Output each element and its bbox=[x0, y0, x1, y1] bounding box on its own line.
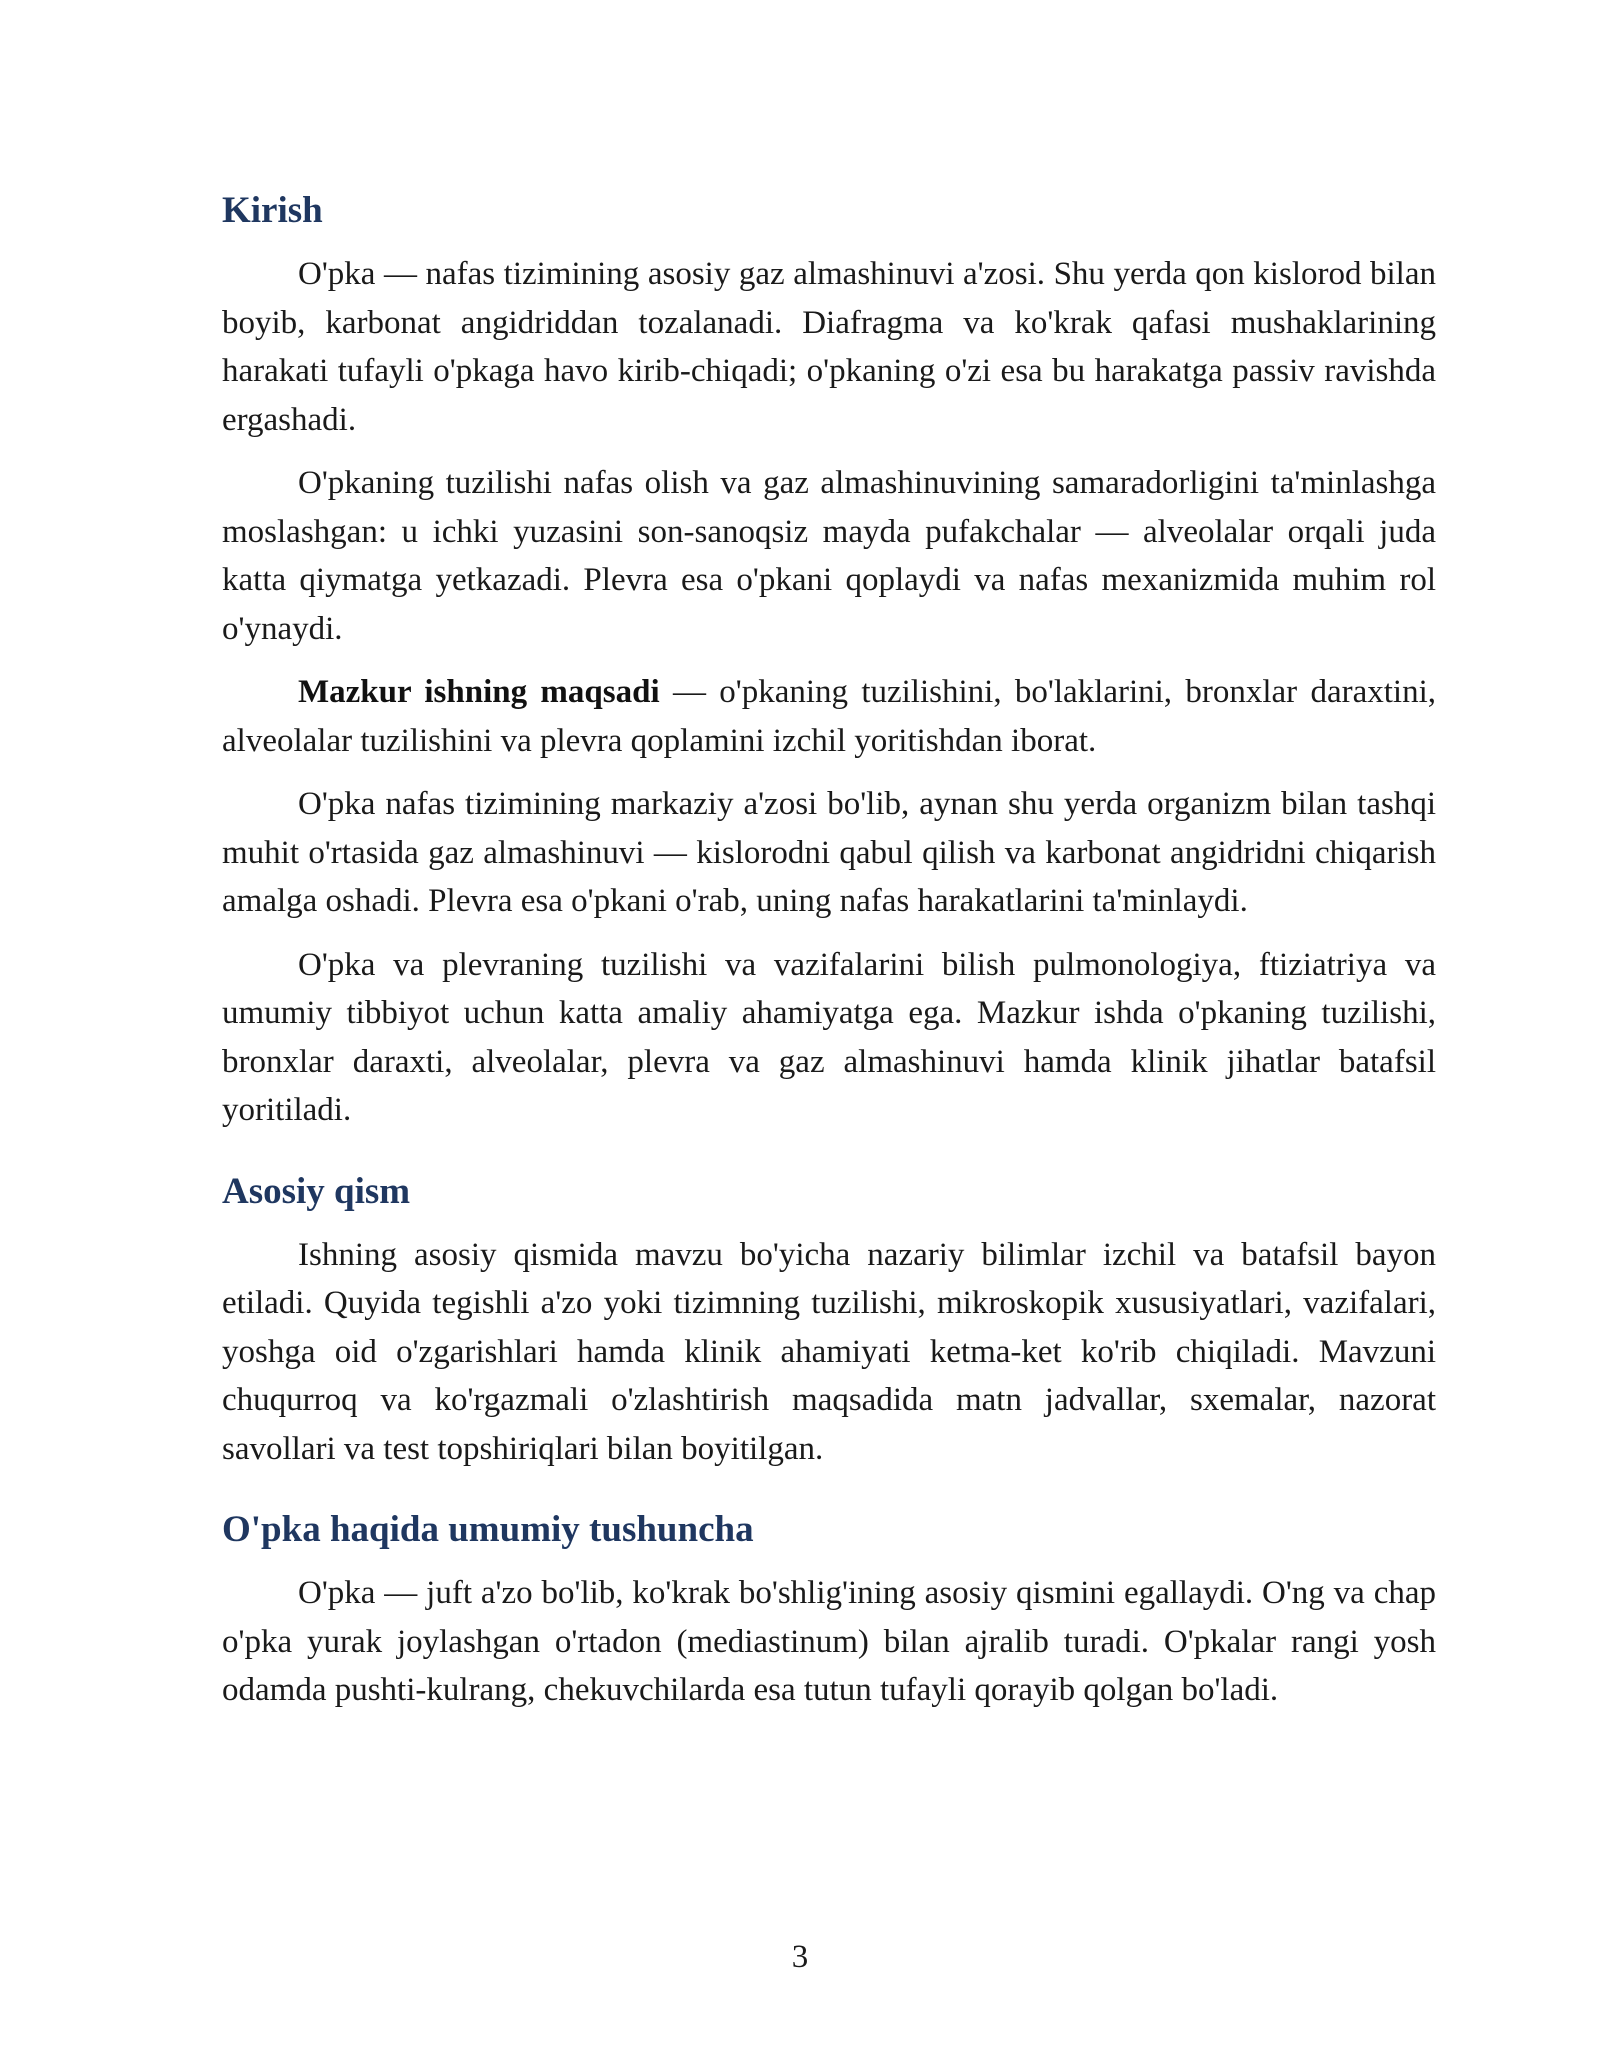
page-number: 3 bbox=[791, 1939, 809, 1975]
section-heading-asosiy-qism: Asosiy qism bbox=[222, 1170, 411, 1212]
page-content bbox=[222, 186, 1436, 1715]
paragraph: Ishning asosiy qismida mavzu bo'yicha nazariy bilimlar izchil va batafsil bayon etiladi. Quyida tegishli a'zo yoki tizimning tuzilishi, mikroskopik xususiyatlari, vazifalari, yoshga oid o'zgarishlari hamda klinik ahamiyati ketma-ket ko'rib chiqiladi. Mavzuni chuqurroq va ko'rgazmali o'zlashtirish maqsadida matn jadvallar, sxemalar, nazorat savollari va test topshiriqlari bilan boyitilgan. bbox=[222, 1236, 1436, 1467]
paragraph: O'pka — juft a'zo bo'lib, ko'krak bo'shlig'ining asosiy qismini egallaydi. O'ng va chap o'pka yurak joylashgan o'rtadon (mediastinum) bilan ajralib turadi. O'pkalar rangi yosh odamda pushti-kulrang, chekuvchilarda esa tutun tufayli qorayib qolgan bo'ladi. bbox=[222, 1575, 1436, 1708]
aim-text: — o'pkaning tuzilishini, bo'laklarini, bronxlar daraxtini, alveolalar tuzilishini va plevra qoplamini izchil yoritishdan iborat. bbox=[222, 674, 1436, 759]
paragraph-aim bbox=[222, 668, 1436, 765]
paragraph: O'pka — nafas tizimining asosiy gaz almashinuvi a'zosi. Shu yerda qon kislorod bilan boyib, karbonat angidriddan tozalanadi. Diafragma va ko'krak qafasi mushaklarining harakati tufayli o'pkaga havo kirib-chiqadi; o'pkaning o'zi esa bu harakatga passiv ravishda ergashadi. bbox=[222, 256, 1436, 438]
section-heading-kirish: Kirish bbox=[222, 190, 323, 231]
paragraph: O'pka nafas tizimining markaziy a'zosi bo'lib, aynan shu yerda organizm bilan tashqi muhit o'rtasida gaz almashinuvi — kislorodni qabul qilish va karbonat angidridni chiqarish amalga oshadi. Plevra esa o'pkani o'rab, uning nafas harakatlarini ta'minlaydi. bbox=[222, 786, 1436, 919]
paragraph: O'pka va plevraning tuzilishi va vazifalarini bilish pulmonologiya, ftiziatriya va umumiy tibbiyot uchun katta amaliy ahamiyatga ega. Mazkur ishda o'pkaning tuzilishi, bronxlar daraxti, alveolalar, plevra va gaz almashinuvi hamda klinik jihatlar batafsil yoritiladi. bbox=[222, 946, 1436, 1128]
section-heading-opka-umumiy: O'pka haqida umumiy tushuncha bbox=[222, 1509, 754, 1550]
paragraph: O'pkaning tuzilishi nafas olish va gaz almashinuvining samaradorligini ta'minlashga moslashgan: u ichki yuzasini son-sanoqsiz mayda pufakchalar — alveolalar orqali juda katta qiymatga yetkazadi. Plevra esa o'pkani qoplaydi va nafas mexanizmida muhim rol o'ynaydi. bbox=[222, 465, 1436, 647]
aim-label: Mazkur ishning maqsadi bbox=[298, 674, 660, 710]
